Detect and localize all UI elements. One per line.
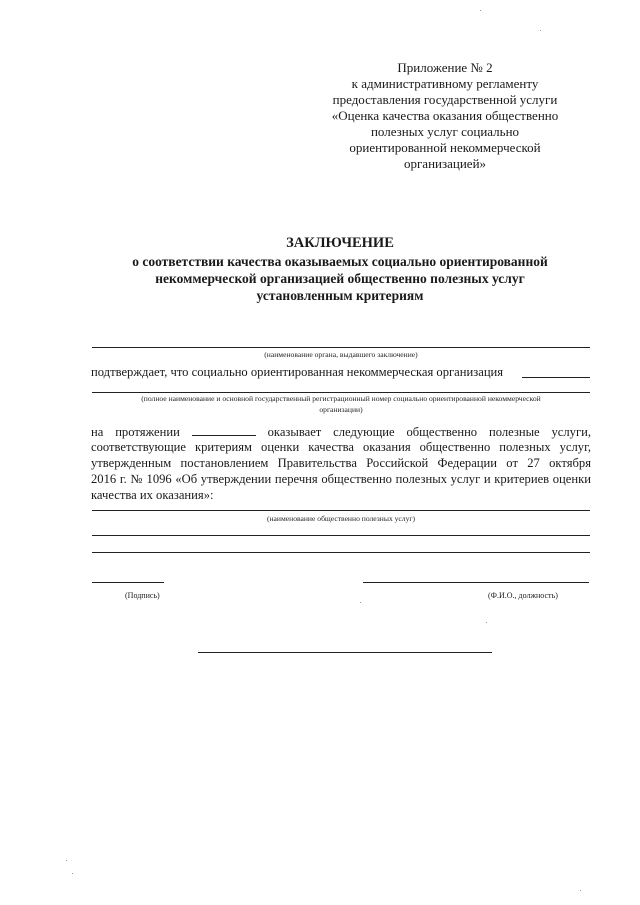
scan-speck — [72, 873, 73, 874]
services-line — [92, 510, 590, 511]
services-caption: (наименование общественно полезных услуг) — [266, 514, 416, 523]
appendix-number: Приложение № 2 — [397, 60, 493, 75]
appendix-line: ориентированной некоммерческой — [349, 140, 541, 155]
paragraph-line: утвержденным постановлением Правительства Российской Федерации от 27 октября — [91, 456, 591, 470]
paragraph-line: соответствующие критериям оценки качества оказания общественно полезных услуг, — [91, 440, 591, 454]
scan-speck — [360, 602, 361, 603]
document-title — [90, 235, 590, 304]
title-heading: ЗАКЛЮЧЕНИЕ — [286, 235, 394, 251]
paragraph-line: качества их оказания»: — [91, 488, 214, 502]
org-caption-continued: организации) — [319, 405, 363, 414]
scan-speck — [580, 890, 581, 891]
issuer-caption: (наименование органа, выдавшего заключение) — [264, 350, 418, 359]
name-position-line — [363, 582, 589, 583]
scan-speck — [480, 10, 481, 11]
appendix-line: полезных услуг социально — [370, 124, 520, 139]
period-blank — [192, 424, 256, 436]
title-line: некоммерческой организацией общественно полезных услуг — [155, 271, 525, 286]
issuer-name-line — [92, 347, 590, 348]
org-caption: (полное наименование и основной государственный регистрационный номер социально ориентированной некоммерческой — [141, 394, 541, 403]
services-line — [92, 552, 590, 553]
appendix-line: предоставления государственной услуги — [332, 92, 558, 107]
scan-speck — [486, 622, 487, 623]
appendix-line: к административному регламенту — [351, 76, 539, 91]
paragraph-word: на протяжении — [91, 425, 180, 439]
appendix-header — [300, 60, 590, 172]
scan-speck — [66, 860, 67, 861]
org-name-line — [92, 392, 590, 393]
name-position-caption: (Ф.И.О., должность) — [488, 591, 558, 600]
signature-line — [92, 582, 164, 583]
paragraph-text: оказывает следующие общественно полезные услуги, — [267, 425, 592, 439]
signature-caption: (Подпись) — [125, 591, 160, 600]
closing-line — [198, 652, 492, 653]
title-line: о соответствии качества оказываемых социально ориентированной — [132, 254, 548, 269]
paragraph-line: 2016 г. № 1096 «Об утверждении перечня общественно полезных услуг и критериев оценки — [91, 472, 591, 486]
paragraph-line — [91, 424, 591, 440]
services-line — [92, 535, 590, 536]
org-name-blank — [522, 377, 590, 378]
appendix-line: «Оценка качества оказания общественно — [331, 108, 559, 123]
appendix-line: организацией» — [403, 156, 487, 171]
scan-speck — [540, 30, 541, 31]
title-line: установленным критериям — [256, 288, 424, 303]
confirms-text: подтверждает, что социально ориентированная некоммерческая организация — [91, 365, 504, 379]
